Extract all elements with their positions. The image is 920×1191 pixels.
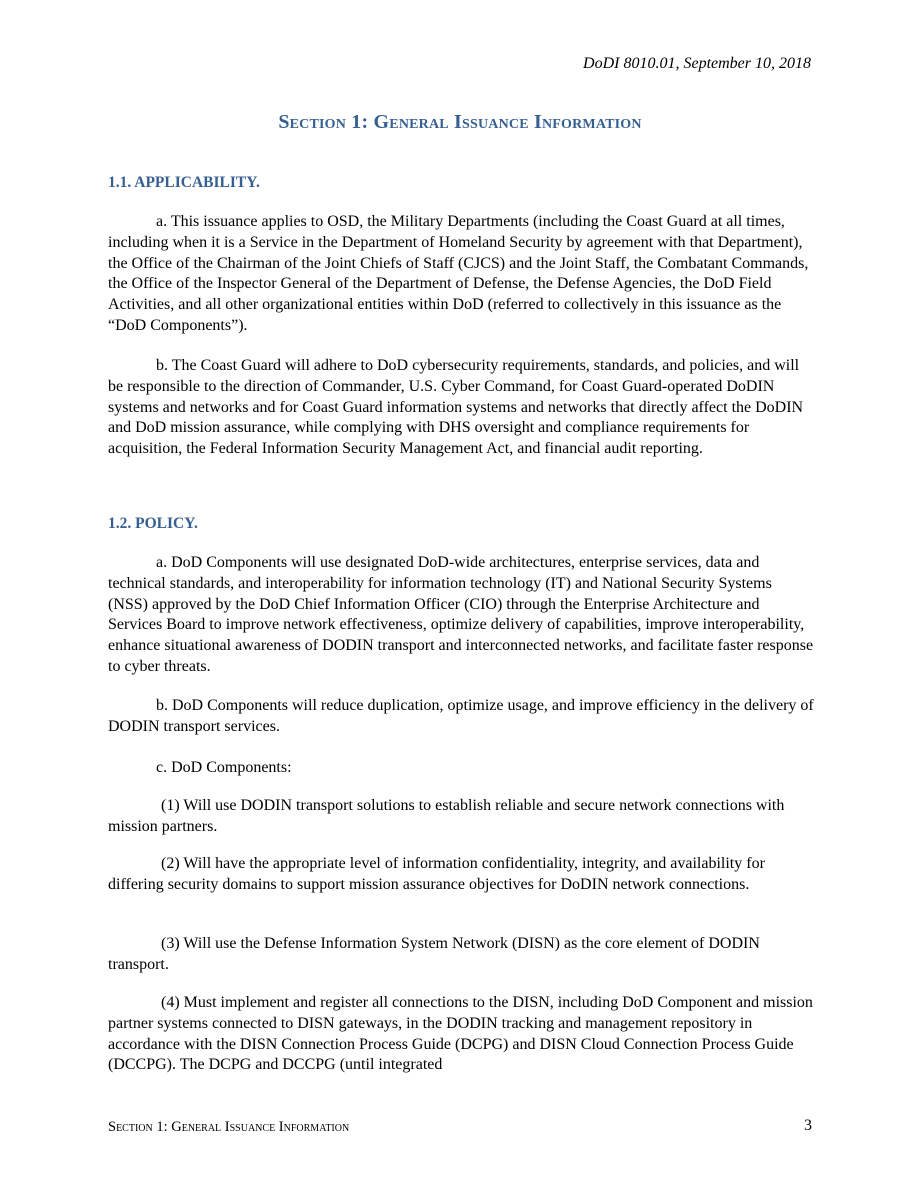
page-number: 3 bbox=[804, 1117, 812, 1134]
heading-policy: 1.2. POLICY. bbox=[108, 515, 198, 532]
paragraph-1-1-a: a. This issuance applies to OSD, the Military Departments (including the Coast Guard at all times, including when it is a Service in the Department of Homeland Security by agreement with that Department), the Office of the Chairman of the Joint Chiefs of Staff (CJCS) and the Joint Staff, the Combatant Commands, the Office of the Inspector General of the Department of Defense, the Defense Agencies, the DoD Field Activities, and all other organizational entities within DoD (referred to collectively in this issuance as the “DoD Components”). bbox=[108, 213, 809, 334]
paragraph-1-2-a: a. DoD Components will use designated DoD-wide architectures, enterprise services, data and technical standards, and interoperability for information technology (IT) and National Security Systems (NSS) approved by the DoD Chief Information Officer (CIO) through the Enterprise Architecture and Services Board to improve network effectiveness, optimize delivery of capabilities, improve interoperability, enhance situational awareness of DODIN transport and interconnected networks, and facilitate faster response to cyber threats. bbox=[108, 554, 814, 675]
paragraph-1-1-b: b. The Coast Guard will adhere to DoD cybersecurity requirements, standards, and policies, and will be responsible to the direction of Commander, U.S. Cyber Command, for Coast Guard-operated DoDIN systems and networks and for Coast Guard information systems and networks that directly affect the DoDIN and DoD mission assurance, while complying with DHS oversight and compliance requirements for acquisition, the Federal Information Security Management Act, and financial audit reporting. bbox=[108, 357, 804, 458]
section-title: Section 1: General Issuance Information bbox=[278, 111, 642, 133]
heading-applicability: 1.1. APPLICABILITY. bbox=[108, 174, 260, 191]
paragraph-1-2-c-3: (3) Will use the Defense Information System Network (DISN) as the core element of DODIN transport. bbox=[108, 935, 760, 973]
paragraph-1-2-c-1: (1) Will use DODIN transport solutions to establish reliable and secure network connections with mission partners. bbox=[108, 797, 785, 835]
paragraph-1-2-b: b. DoD Components will reduce duplication, optimize usage, and improve efficiency in the delivery of DODIN transport services. bbox=[108, 697, 814, 735]
paragraph-1-2-c: c. DoD Components: bbox=[156, 759, 292, 776]
paragraph-1-2-c-2: (2) Will have the appropriate level of information confidentiality, integrity, and availability for differing security domains to support mission assurance objectives for DoDIN network connections. bbox=[108, 855, 765, 893]
running-header: DoDI 8010.01, September 10, 2018 bbox=[583, 55, 811, 72]
paragraph-1-2-c-4: (4) Must implement and register all connections to the DISN, including DoD Component and mission partner systems connected to DISN gateways, in the DODIN tracking and management repository in accordance with the DISN Connection Process Guide (DCPG) and DISN Cloud Connection Process Guide (DCCPG). The DCPG and DCCPG (until integrated bbox=[108, 994, 813, 1074]
running-footer-label: Section 1: General Issuance Information bbox=[108, 1119, 350, 1135]
